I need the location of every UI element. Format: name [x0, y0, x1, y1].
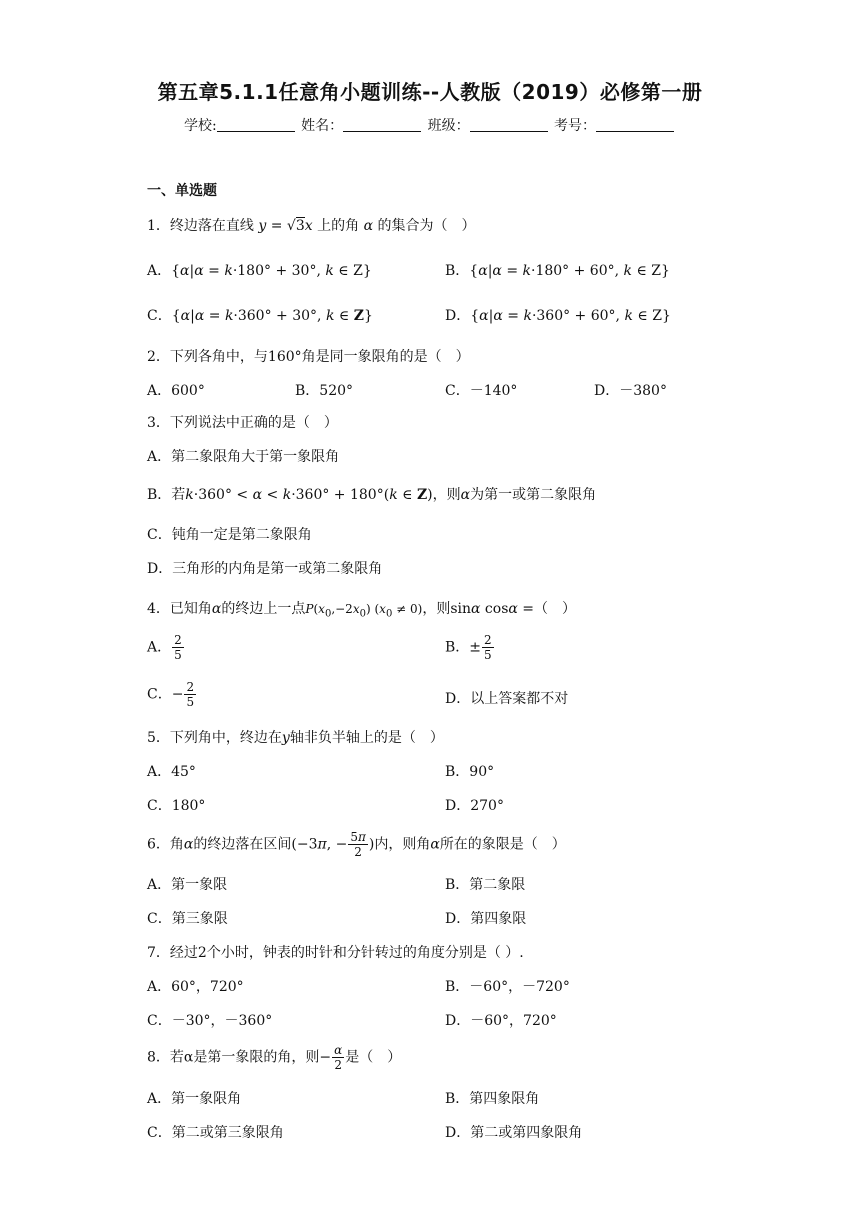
page-title: 第五章5.1.1任意角小题训练--人教版（2019）必修第一册 — [157, 80, 703, 104]
question-8-option-a[interactable]: A．第一象限角 — [147, 1091, 242, 1107]
class-blank[interactable] — [470, 117, 548, 132]
question-7-stem: 7．经过2个小时，钟表的时针和分针转过的角度分别是（ ）. — [147, 945, 524, 961]
question-6-option-b[interactable]: B．第二象限 — [445, 877, 526, 893]
question-5-option-b[interactable]: B．90° — [445, 764, 495, 780]
class-label: 班级： — [427, 118, 470, 134]
question-4-option-d[interactable]: D．以上答案都不对 — [445, 691, 569, 707]
question-1-option-a[interactable]: A．{α|α = k·180° + 30°, k ∈ Z} — [147, 263, 372, 279]
question-2-option-d[interactable]: D．－380° — [594, 383, 667, 399]
question-7-option-d[interactable]: D．－60°，720° — [445, 1013, 557, 1029]
question-7-option-b[interactable]: B．－60°，－720° — [445, 979, 570, 995]
question-4-option-b[interactable]: B．± $\frac{2}{5}$ — [445, 633, 492, 662]
section-heading: 一、单选题 — [147, 183, 217, 199]
question-3-stem: 3．下列说法中正确的是（ ） — [147, 415, 338, 431]
question-8-option-d[interactable]: D．第二或第四象限角 — [445, 1125, 583, 1141]
question-5-stem: 5．下列角中，终边在y轴非负半轴上的是（ ） — [147, 730, 444, 746]
question-2-stem: 2．下列各角中，与160°角是同一象限角的是（ ） — [147, 349, 470, 365]
question-2-option-a[interactable]: A．600° — [147, 383, 205, 399]
question-5-option-a[interactable]: A．45° — [147, 764, 196, 780]
question-3-option-c[interactable]: C．钝角一定是第二象限角 — [147, 527, 312, 543]
name-blank[interactable] — [343, 117, 421, 132]
question-8-option-c[interactable]: C．第二或第三象限角 — [147, 1125, 284, 1141]
number-blank[interactable] — [596, 117, 674, 132]
question-5-option-d[interactable]: D．270° — [445, 798, 504, 814]
question-2-option-c[interactable]: C．－140° — [445, 383, 518, 399]
question-3-option-a[interactable]: A．第二象限角大于第一象限角 — [147, 449, 340, 465]
question-3-option-d[interactable]: D．三角形的内角是第一或第二象限角 — [147, 561, 383, 577]
question-1-option-c[interactable]: C．{α|α = k·360° + 30°, k ∈ Z} — [147, 308, 373, 324]
question-1-option-d[interactable]: D．{α|α = k·360° + 60°, k ∈ Z} — [445, 308, 671, 324]
question-6-option-a[interactable]: A．第一象限 — [147, 877, 228, 893]
question-4-option-c[interactable]: C．− $\frac{2}{5}$ — [147, 680, 195, 709]
question-1-stem: 1．终边落在直线 y = √3x 上的角 α 的集合为（ ） — [147, 218, 476, 234]
question-1-option-b[interactable]: B．{α|α = k·180° + 60°, k ∈ Z} — [445, 263, 670, 279]
question-5-option-c[interactable]: C．180° — [147, 798, 206, 814]
name-label: 姓名： — [301, 118, 344, 134]
question-4-stem: 4．已知角α的终边上一点$P(x_0,-2x_0) (x_0 \ne 0)$，则sinα cosα =（ ） — [147, 601, 577, 620]
question-7-option-c[interactable]: C．－30°，－360° — [147, 1013, 273, 1029]
question-7-option-a[interactable]: A．60°，720° — [147, 979, 244, 995]
question-3-option-b[interactable]: B．若k·360° < α < k·360° + 180°(k ∈ Z)，则α为第一或第二象限角 — [147, 487, 597, 503]
number-label: 考号： — [554, 118, 597, 134]
question-8-option-b[interactable]: B．第四象限角 — [445, 1091, 540, 1107]
school-blank[interactable] — [217, 117, 295, 132]
question-4-option-a[interactable]: A． $\frac{2}{5}$ — [147, 633, 182, 662]
school-label: 学校: — [183, 118, 217, 134]
question-2-option-b[interactable]: B．520° — [295, 383, 354, 399]
student-info — [0, 115, 860, 135]
question-6-stem: 6．角α的终边落在区间(−3π, − $\frac{5\pi}{2}$ )内，则角α所在的象限是（ ） — [147, 830, 566, 859]
question-8-stem: 8．若α是第一象限的角，则− $\frac{\alpha}{2}$ 是（ ） — [147, 1043, 402, 1072]
question-6-option-d[interactable]: D．第四象限 — [445, 911, 527, 927]
question-6-option-c[interactable]: C．第三象限 — [147, 911, 228, 927]
